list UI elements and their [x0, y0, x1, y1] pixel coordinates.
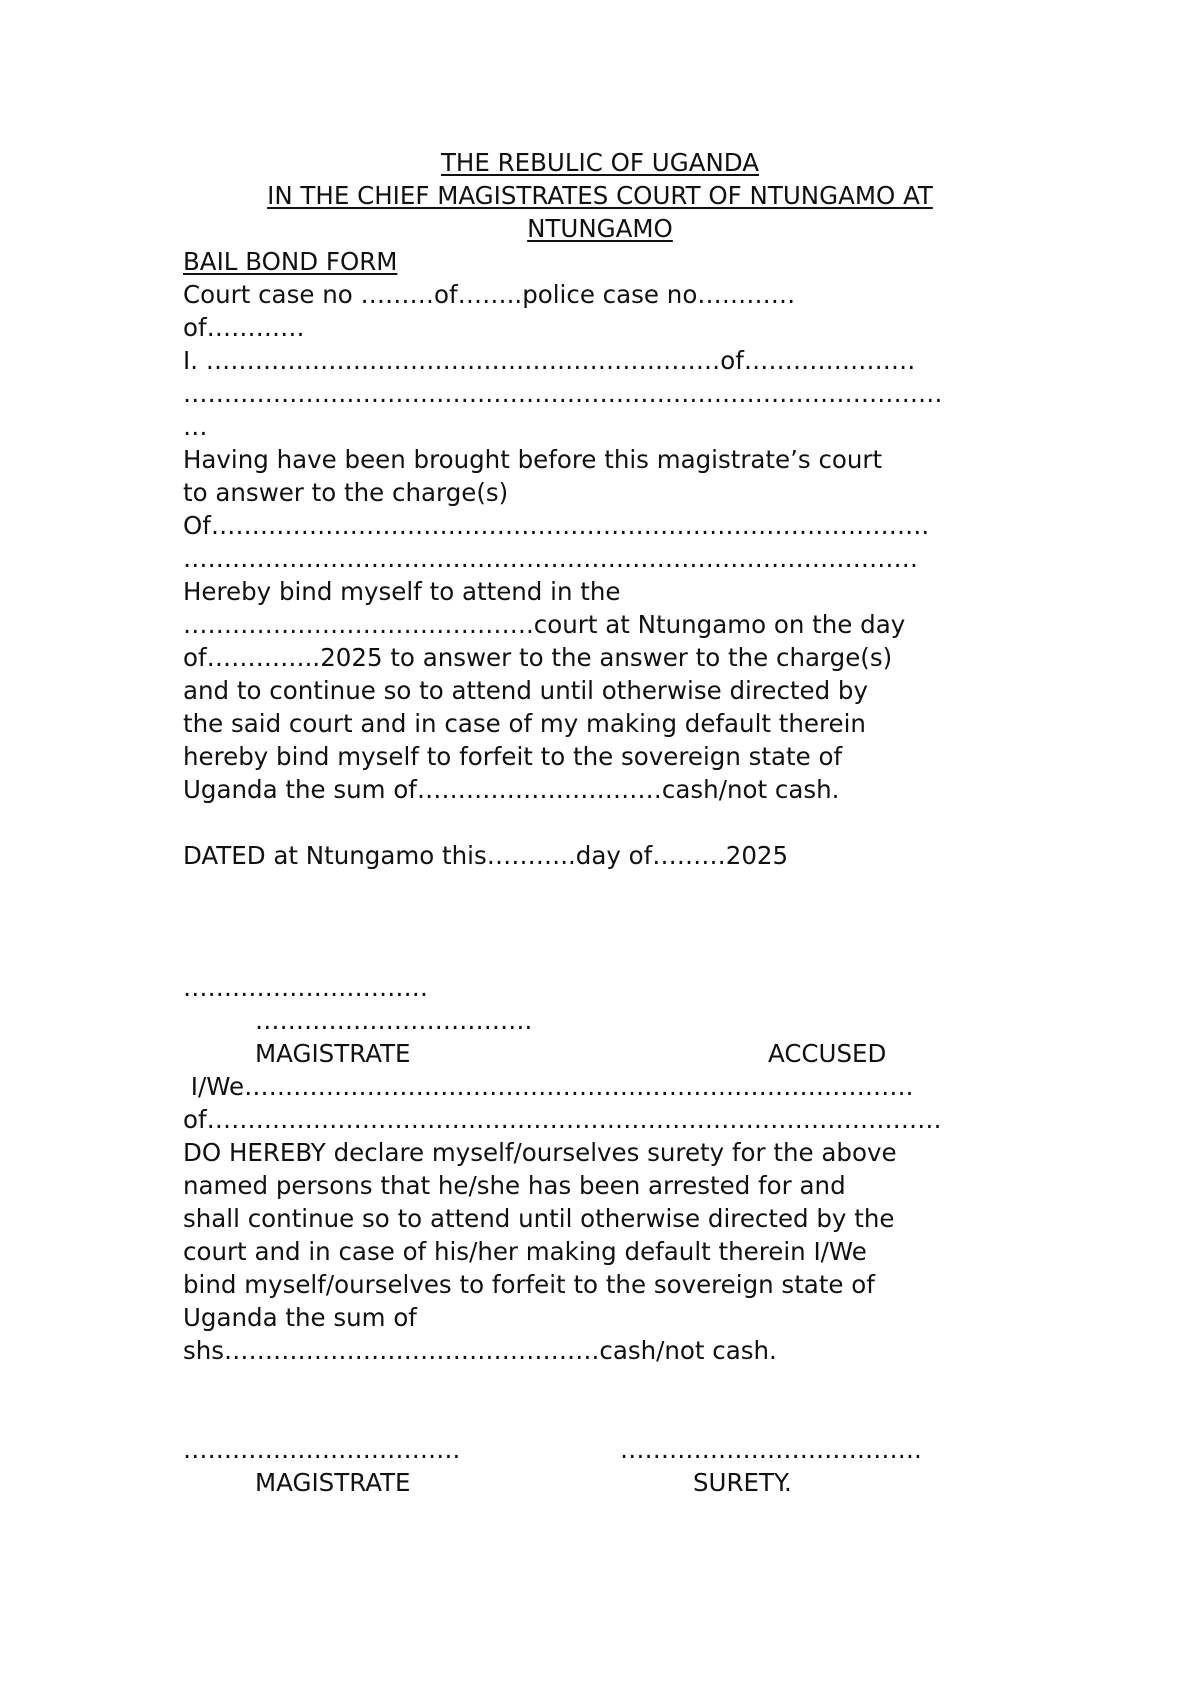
bind-paragraph-line: …………………………………….court at Ntungamo on the day [183, 610, 906, 639]
surety-paragraph-line: DO HEREBY declare myself/ourselves surety for the above [183, 1138, 897, 1167]
bind-paragraph-line: hereby bind myself to forfeit to the sovereign state of [183, 742, 843, 771]
charge-line: ……………………………………………………………………………… [183, 544, 918, 573]
surety-paragraph-line: bind myself/ourselves to forfeit to the sovereign state of [183, 1270, 875, 1299]
dated-line: DATED at Ntungamo this………..day of………2025 [183, 841, 789, 870]
surety-address-line: of……………………………………………………………………………… [183, 1105, 942, 1134]
case-number-line-cont: of………… [183, 313, 305, 342]
charge-line: Of……………………………………………………………………………. [183, 511, 930, 540]
magistrate-signature-dots: ………………………… [183, 973, 428, 1002]
surety-paragraph-line: named persons that he/she has been arrested for and [183, 1171, 846, 1200]
address-line-cont: … [183, 412, 208, 441]
surety-paragraph-line: shall continue so to attend until otherwise directed by the [183, 1204, 895, 1233]
header-republic: THE REBULIC OF UGANDA [440, 148, 760, 177]
charge-intro-line: to answer to the charge(s) [183, 478, 509, 507]
surety-name-line: I/We………………………………………………………………………. [183, 1072, 914, 1101]
charge-intro-line: Having have been brought before this magistrate’s court [183, 445, 883, 474]
surety-label: SURETY. [693, 1468, 792, 1497]
magistrate-label: MAGISTRATE [255, 1468, 411, 1497]
magistrate-label: MAGISTRATE [255, 1039, 411, 1068]
surety-paragraph-line: Uganda the sum of [183, 1303, 417, 1332]
bind-paragraph-line: Uganda the sum of…………………………cash/not cash. [183, 775, 840, 804]
magistrate-signature-dots: ……………………………. [183, 1435, 461, 1464]
bind-paragraph-line: and to continue so to attend until otherwise directed by [183, 676, 868, 705]
bind-paragraph-line: Hereby bind myself to attend in the [183, 577, 621, 606]
surety-paragraph-line: court and in case of his/her making default therein I/We [183, 1237, 867, 1266]
form-title: BAIL BOND FORM [183, 247, 398, 276]
accused-label: ACCUSED [768, 1039, 887, 1068]
accused-name-line: I. ………………………………………………………of………………… [183, 346, 916, 375]
header-court-location: NTUNGAMO [527, 214, 673, 243]
bind-paragraph-line: of…………..2025 to answer to the answer to the charge(s) [183, 643, 893, 672]
surety-paragraph-line: shs……………………………………….cash/not cash. [183, 1336, 777, 1365]
surety-signature-dots: ………………………………. [620, 1435, 922, 1464]
bind-paragraph-line: the said court and in case of my making default therein [183, 709, 866, 738]
header-court: IN THE CHIEF MAGISTRATES COURT OF NTUNGAMO AT [267, 181, 933, 210]
case-number-line: Court case no ………of……..police case no………… [183, 280, 796, 309]
accused-signature-dots: ……………………………. [255, 1006, 533, 1035]
address-line: ………………………………………………………………………………… [183, 379, 943, 408]
